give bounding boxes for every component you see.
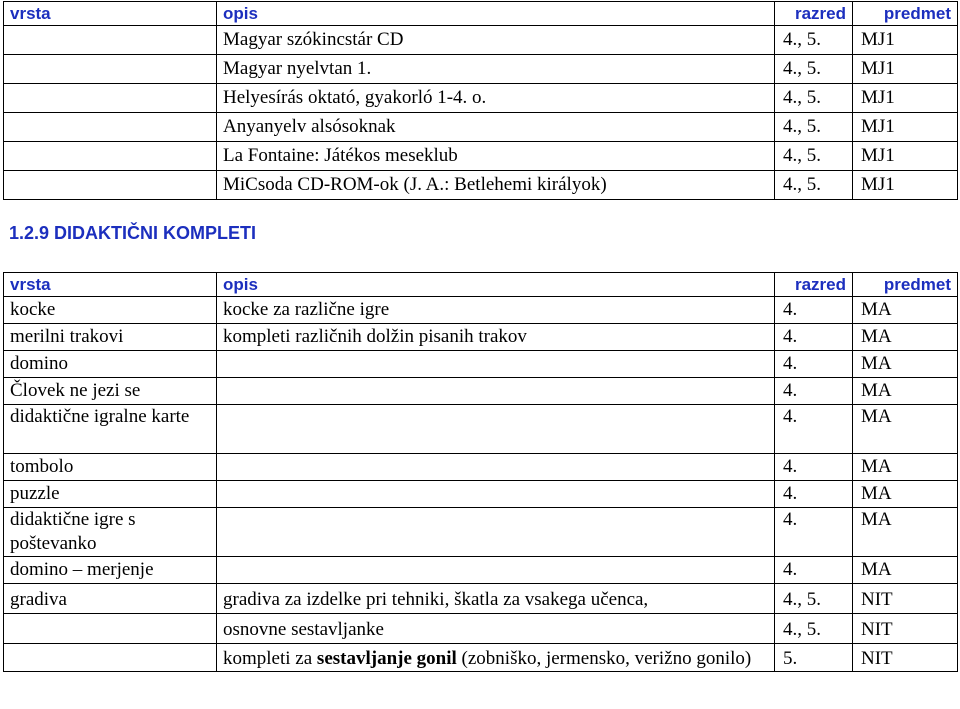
header-razred: razred (775, 273, 853, 297)
header-vrsta: vrsta (4, 273, 217, 297)
cell-razred: 4., 5. (775, 584, 853, 614)
section-heading: 1.2.9 DIDAKTIČNI KOMPLETI (9, 223, 257, 243)
cell-predmet: MA (853, 378, 958, 405)
cell-razred: 4. (775, 557, 853, 584)
header-vrsta: vrsta (4, 2, 217, 26)
cell-opis: Magyar szókincstár CD (217, 26, 775, 55)
table-row (4, 26, 958, 55)
cell-vrsta: tombolo (4, 454, 217, 481)
cell-razred: 4., 5. (775, 55, 853, 84)
table-row (4, 481, 958, 508)
cell-razred: 4., 5. (775, 26, 853, 55)
cell-vrsta (4, 113, 217, 142)
cell-predmet: MJ1 (853, 26, 958, 55)
table-row (4, 142, 958, 171)
cell-predmet: MA (853, 351, 958, 378)
cell-razred: 4. (775, 454, 853, 481)
table-row (4, 297, 958, 324)
opis-bold-text: sestavljanje gonil (316, 648, 457, 669)
cell-predmet: NIT (853, 584, 958, 614)
cell-predmet: MA (853, 297, 958, 324)
table-row (4, 351, 958, 378)
cell-razred: 4. (775, 405, 853, 454)
cell-opis: gradiva za izdelke pri tehniki, škatla za vsakega učenca, (217, 584, 775, 614)
cell-vrsta (4, 142, 217, 171)
header-predmet: predmet (853, 2, 958, 26)
table-row (4, 405, 958, 454)
table-row (4, 84, 958, 113)
cell-vrsta: gradiva (4, 584, 217, 614)
header-opis: opis (217, 2, 775, 26)
cell-predmet: MJ1 (853, 84, 958, 113)
cell-razred: 4., 5. (775, 84, 853, 113)
cell-opis (217, 557, 775, 584)
cell-razred: 4., 5. (775, 171, 853, 200)
cell-predmet: MA (853, 324, 958, 351)
cell-razred: 4., 5. (775, 113, 853, 142)
table-row (4, 508, 958, 557)
cell-razred: 4. (775, 297, 853, 324)
cell-vrsta (4, 84, 217, 113)
cell-predmet: MA (853, 508, 958, 557)
cell-opis: La Fontaine: Játékos meseklub (217, 142, 775, 171)
table-row (4, 113, 958, 142)
cell-opis (217, 481, 775, 508)
cell-razred: 4. (775, 378, 853, 405)
opis-text: kompleti za (223, 648, 317, 669)
cell-vrsta: didaktične igre s poštevanko (4, 508, 217, 557)
cell-vrsta (4, 171, 217, 200)
cell-predmet: MA (853, 454, 958, 481)
cell-razred: 4., 5. (775, 142, 853, 171)
table-row (4, 378, 958, 405)
cell-predmet: MA (853, 557, 958, 584)
cell-razred: 4. (775, 351, 853, 378)
opis-text: (zobniško, jermensko, verižno gonilo) (456, 648, 752, 669)
cell-opis (217, 454, 775, 481)
cell-predmet: NIT (853, 614, 958, 644)
cell-opis: MiCsoda CD-ROM-ok (J. A.: Betlehemi királyok) (217, 171, 775, 200)
cell-vrsta: domino – merjenje (4, 557, 217, 584)
cell-razred: 5. (775, 644, 853, 672)
header-opis: opis (217, 273, 775, 297)
cell-predmet: MJ1 (853, 171, 958, 200)
cell-predmet: MA (853, 405, 958, 454)
cell-razred: 4. (775, 508, 853, 557)
cell-vrsta (4, 644, 217, 672)
cell-predmet: MA (853, 481, 958, 508)
cell-opis (217, 644, 775, 672)
cell-vrsta (4, 55, 217, 84)
cell-opis: Magyar nyelvtan 1. (217, 55, 775, 84)
cell-opis: kocke za različne igre (217, 297, 775, 324)
table-row (4, 644, 958, 672)
cell-razred: 4., 5. (775, 614, 853, 644)
table-row (4, 171, 958, 200)
cell-vrsta (4, 614, 217, 644)
table-row (4, 584, 958, 614)
cell-vrsta: didaktične igralne karte (4, 405, 217, 454)
table-row (4, 614, 958, 644)
cell-vrsta: kocke (4, 297, 217, 324)
header-predmet: predmet (853, 273, 958, 297)
cell-predmet: MJ1 (853, 142, 958, 171)
cell-razred: 4. (775, 481, 853, 508)
table-didakticni-kompleti (3, 272, 958, 672)
cell-opis (217, 378, 775, 405)
table-header-row (4, 2, 958, 26)
cell-vrsta: puzzle (4, 481, 217, 508)
cell-opis: Helyesírás oktató, gyakorló 1-4. o. (217, 84, 775, 113)
cell-opis: kompleti različnih dolžin pisanih trakov (217, 324, 775, 351)
cell-vrsta: Človek ne jezi se (4, 378, 217, 405)
header-razred: razred (775, 2, 853, 26)
cell-predmet: MJ1 (853, 113, 958, 142)
cell-vrsta: domino (4, 351, 217, 378)
cell-predmet: NIT (853, 644, 958, 672)
cell-vrsta (4, 26, 217, 55)
table-header-row (4, 273, 958, 297)
cell-opis: Anyanyelv alsósoknak (217, 113, 775, 142)
cell-predmet: MJ1 (853, 55, 958, 84)
table-multimedia (3, 1, 958, 200)
cell-opis (217, 508, 775, 557)
table-row (4, 324, 958, 351)
cell-opis (217, 405, 775, 454)
table-row (4, 454, 958, 481)
cell-opis: osnovne sestavljanke (217, 614, 775, 644)
table-row (4, 557, 958, 584)
table-row (4, 55, 958, 84)
cell-vrsta: merilni trakovi (4, 324, 217, 351)
cell-opis (217, 351, 775, 378)
cell-razred: 4. (775, 324, 853, 351)
